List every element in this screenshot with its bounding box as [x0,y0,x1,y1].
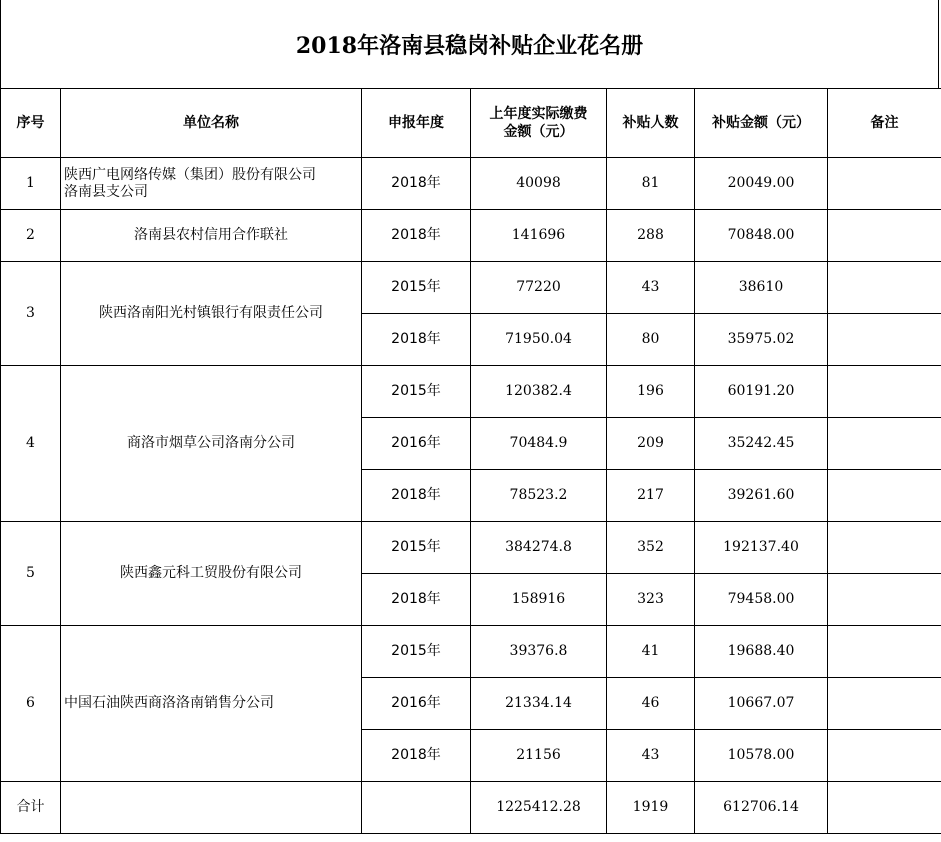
paid-cell: 158916 [471,574,607,626]
unit-name-line1: 陕西广电网络传媒（集团）股份有限公司 [64,166,316,183]
table-row [1,522,941,574]
total-year-cell [362,782,471,834]
total-label: 合计 [1,782,61,834]
paid-cell: 120382.4 [471,366,607,418]
seq-cell: 5 [1,522,61,626]
people-cell: 43 [607,730,695,782]
year-cell: 2016年 [362,418,471,470]
subsidy-table [0,88,941,834]
remark-cell [828,366,941,418]
remark-cell [828,158,941,210]
paid-cell: 384274.8 [471,522,607,574]
amount-cell: 10578.00 [695,730,828,782]
year-cell: 2015年 [362,366,471,418]
header-year: 申报年度 [362,89,471,158]
remark-cell [828,314,941,366]
header-seq: 序号 [1,89,61,158]
header-row [1,89,941,158]
unit-name-cell [61,158,362,210]
remark-cell [828,470,941,522]
paid-cell: 71950.04 [471,314,607,366]
people-cell: 209 [607,418,695,470]
amount-cell: 10667.07 [695,678,828,730]
amount-cell: 79458.00 [695,574,828,626]
people-cell: 41 [607,626,695,678]
amount-cell: 38610 [695,262,828,314]
people-cell: 352 [607,522,695,574]
unit-name-cell: 陕西鑫元科工贸股份有限公司 [61,522,362,626]
year-cell: 2018年 [362,210,471,262]
people-cell: 323 [607,574,695,626]
unit-name-cell: 中国石油陕西商洛洛南销售分公司 [61,626,362,782]
amount-cell: 19688.40 [695,626,828,678]
header-remark: 备注 [828,89,941,158]
seq-cell: 1 [1,158,61,210]
year-cell: 2018年 [362,730,471,782]
seq-cell: 6 [1,626,61,782]
remark-cell [828,626,941,678]
remark-cell [828,418,941,470]
year-cell: 2018年 [362,158,471,210]
header-paid-line2: 金额（元） [503,124,574,140]
remark-cell [828,262,941,314]
people-cell: 43 [607,262,695,314]
amount-cell: 192137.40 [695,522,828,574]
page-title: 2018年洛南县稳岗补贴企业花名册 [295,32,644,59]
year-cell: 2015年 [362,522,471,574]
total-people: 1919 [607,782,695,834]
seq-cell: 3 [1,262,61,366]
year-cell: 2015年 [362,626,471,678]
remark-cell [828,522,941,574]
paid-cell: 21156 [471,730,607,782]
paid-cell: 70484.9 [471,418,607,470]
people-cell: 288 [607,210,695,262]
table-row [1,262,941,314]
remark-cell [828,574,941,626]
total-amount: 612706.14 [695,782,828,834]
unit-name-line2: 洛南县支公司 [64,183,148,200]
paid-cell: 39376.8 [471,626,607,678]
seq-cell: 4 [1,366,61,522]
people-cell: 81 [607,158,695,210]
paid-cell: 141696 [471,210,607,262]
seq-cell: 2 [1,210,61,262]
paid-cell: 78523.2 [471,470,607,522]
amount-cell: 20049.00 [695,158,828,210]
header-paid [471,89,607,158]
table-row [1,626,941,678]
year-cell: 2015年 [362,262,471,314]
people-cell: 196 [607,366,695,418]
year-cell: 2018年 [362,314,471,366]
table-row [1,210,941,262]
unit-name-cell: 洛南县农村信用合作联社 [61,210,362,262]
remark-cell [828,678,941,730]
amount-cell: 39261.60 [695,470,828,522]
year-cell: 2018年 [362,574,471,626]
people-cell: 80 [607,314,695,366]
table-row [1,366,941,418]
paid-cell: 77220 [471,262,607,314]
amount-cell: 35242.45 [695,418,828,470]
amount-cell: 60191.20 [695,366,828,418]
people-cell: 46 [607,678,695,730]
table-row [1,158,941,210]
amount-cell: 35975.02 [695,314,828,366]
total-paid: 1225412.28 [471,782,607,834]
unit-name-cell: 陕西洛南阳光村镇银行有限责任公司 [61,262,362,366]
unit-name-cell: 商洛市烟草公司洛南分公司 [61,366,362,522]
header-paid-line1: 上年度实际缴费 [489,106,588,122]
total-unit-cell [61,782,362,834]
people-cell: 217 [607,470,695,522]
amount-cell: 70848.00 [695,210,828,262]
header-people: 补贴人数 [607,89,695,158]
title-row [0,0,939,88]
year-cell: 2018年 [362,470,471,522]
header-unit: 单位名称 [61,89,362,158]
remark-cell [828,210,941,262]
header-amount: 补贴金额（元） [695,89,828,158]
paid-cell: 40098 [471,158,607,210]
paid-cell: 21334.14 [471,678,607,730]
year-cell: 2016年 [362,678,471,730]
remark-cell [828,730,941,782]
total-remark-cell [828,782,941,834]
total-row [1,782,941,834]
